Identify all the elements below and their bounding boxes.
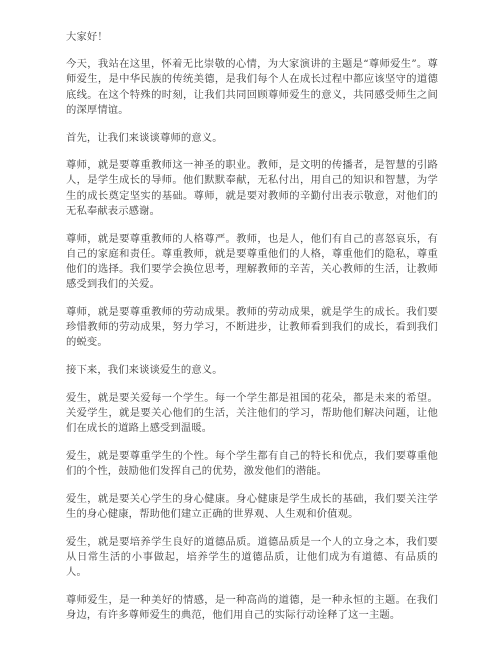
paragraph-respect-individuality: 爱生，就是要尊重学生的个性。每个学生都有自己的特长和优点，我们要尊重他们的个性，鼓励他们发挥自己的优势，激发他们的潜能。: [66, 449, 438, 477]
paragraph-respect-teacher-heading: 首先，让我们来谈谈尊师的意义。: [66, 131, 223, 144]
paragraph-intro: 今天，我站在这里，怀着无比崇敬的心情，为大家演讲的主题是“尊师爱生”。尊师爱生，是中华民族的传统美德，是我们每个人在成长过程中都应该坚守的道德底线。在这个特殊的时刻，让我们共同回顾尊师爱生的意义，共同感受师生之间的深厚情谊。: [66, 58, 438, 116]
paragraph-moral-quality: 爱生，就是要培养学生良好的道德品质。道德品质是一个人的立身之本，我们要从日常生活的小事做起，培养学生的道德品质，让他们成为有道德、有品质的人。: [66, 535, 438, 578]
paragraph-respect-labor: 尊师，就是要尊重教师的劳动成果。教师的劳动成果，就是学生的成长。我们要珍惜教师的劳动成果，努力学习，不断进步，让教师看到我们的成长，看到我们的蜕变。: [66, 305, 438, 349]
paragraph-care-students: 爱生，就是要关爱每一个学生。每一个学生都是祖国的花朵，都是未来的希望。关爱学生，就是要关心他们的生活，关注他们的学习，帮助他们解决问题，让他们在成长的道路上感受到温暖。: [66, 391, 438, 435]
document-page: [66, 30, 438, 636]
greeting-text: 大家好！: [66, 31, 108, 43]
paragraph-conclusion: 尊师爱生，是一种美好的情感，是一种高尚的道德，是一种永恒的主题。在我们身边，有许多尊师爱生的典范，他们用自己的实际行动诠释了这一主题。: [66, 593, 438, 621]
paragraph-health: 爱生，就是要关心学生的身心健康。身心健康是学生成长的基础，我们要关注学生的身心健康，帮助他们建立正确的世界观、人生观和价值观。: [66, 492, 438, 520]
paragraph-love-student-heading: 接下来，我们来谈谈爱生的意义。: [66, 363, 223, 376]
paragraph-respect-dignity: 尊师，就是要尊重教师的人格尊严。教师，也是人，他们有自己的喜怒哀乐，有自己的家庭和责任。尊重教师，就是要尊重他们的人格，尊重他们的隐私，尊重他们的选择。我们要学会换位思考，理解教师的辛苦，关心教师的生活，让教师感受到我们的关爱。: [66, 232, 438, 291]
paragraph-respect-profession: 尊师，就是要尊重教师这一神圣的职业。教师，是文明的传播者，是智慧的引路人，是学生成长的导师。他们默默奉献，无私付出，用自己的知识和智慧，为学生的成长奠定坚实的基础。尊师，就是要对教师的辛勤付出表示敬意，对他们的无私奉献表示感谢。: [66, 159, 438, 217]
